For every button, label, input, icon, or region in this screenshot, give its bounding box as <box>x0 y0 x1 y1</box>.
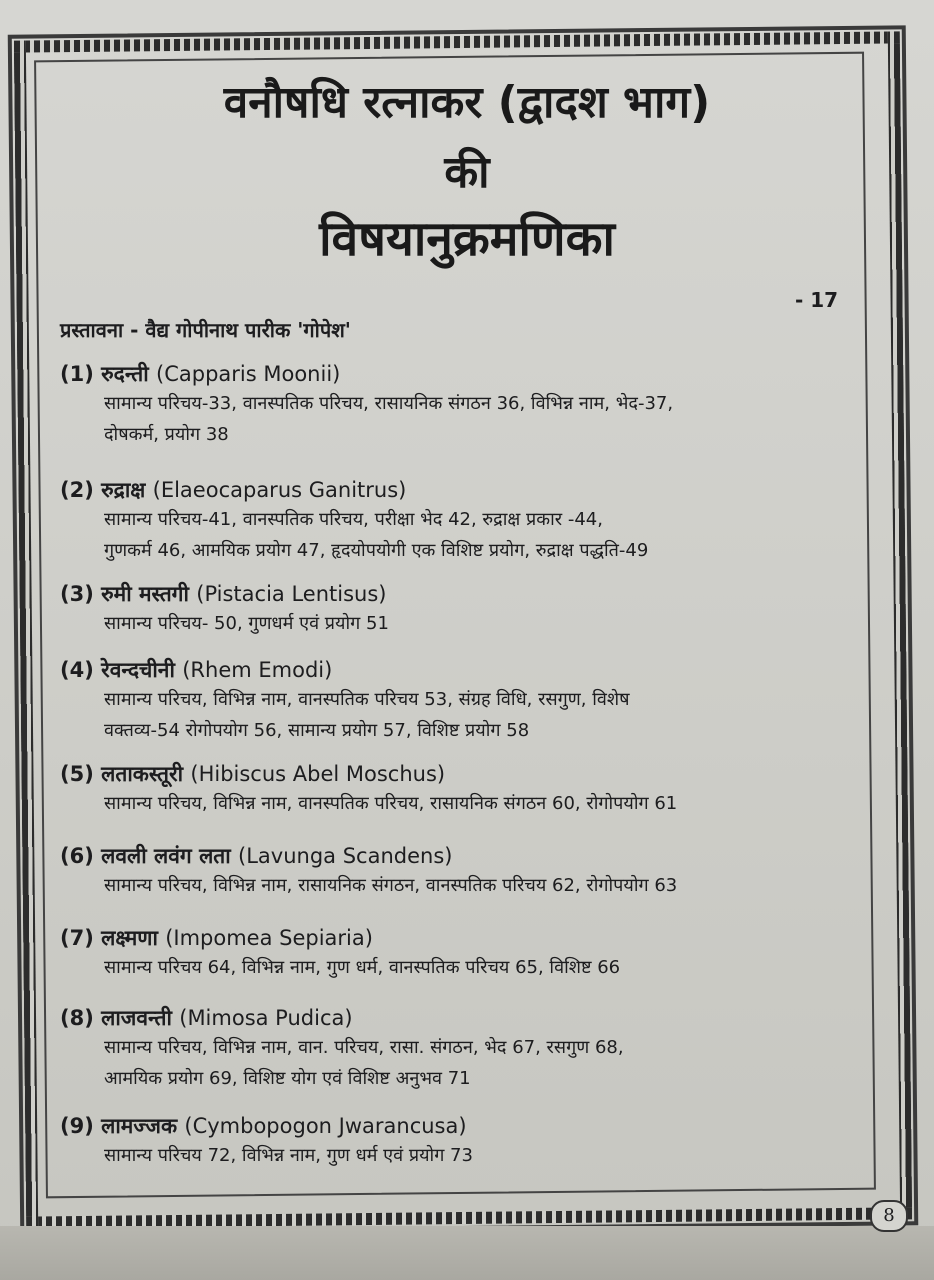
entry-heading: (7) लक्ष्मणा <box>60 926 158 950</box>
entry-latin: (Lavunga Scandens) <box>238 844 453 868</box>
entry-2 <box>60 476 880 566</box>
entry-line: सामान्य परिचय 72, विभिन्न नाम, गुण धर्म एवं प्रयोग 73 <box>104 1145 473 1166</box>
entry-heading: (5) लताकस्तूरी <box>60 762 184 786</box>
entry-heading: (4) रेवन्दचीनी <box>60 658 175 682</box>
entry-7 <box>60 924 880 983</box>
entry-line: आमयिक प्रयोग 69, विशिष्ट योग एवं विशिष्ट अनुभव 71 <box>104 1068 471 1089</box>
entry-4 <box>60 656 880 746</box>
entry-latin: (Mimosa Pudica) <box>179 1006 353 1030</box>
entry-8 <box>60 1004 880 1094</box>
entry-latin: (Rhem Emodi) <box>182 658 333 682</box>
entry-line: सामान्य परिचय, विभिन्न नाम, वानस्पतिक परिचय, रासायनिक संगठन 60, रोगोपयोग 61 <box>104 793 678 814</box>
entry-6 <box>60 842 880 901</box>
title-line-2: की <box>444 147 490 198</box>
entry-latin: (Elaeocaparus Ganitrus) <box>152 478 407 502</box>
entry-latin: (Pistacia Lentisus) <box>196 582 387 606</box>
entry-line: सामान्य परिचय- 50, गुणधर्म एवं प्रयोग 51 <box>104 613 389 634</box>
page-number: 8 <box>870 1200 908 1232</box>
entry-heading: (3) रुमी मस्तगी <box>60 582 189 606</box>
entry-line: सामान्य परिचय, विभिन्न नाम, वान. परिचय, रासा. संगठन, भेद 67, रसगुण 68, <box>104 1037 624 1058</box>
preface-page-ref: - 17 <box>795 288 839 312</box>
entry-heading: (8) लाजवन्ती <box>60 1006 172 1030</box>
entry-line: दोषकर्म, प्रयोग 38 <box>104 424 229 445</box>
title-line-3: विषयानुक्रमणिका <box>319 211 615 267</box>
entry-line: सामान्य परिचय-41, वानस्पतिक परिचय, परीक्षा भेद 42, रुद्राक्ष प्रकार -44, <box>104 509 603 530</box>
entry-line: सामान्य परिचय, विभिन्न नाम, वानस्पतिक परिचय 53, संग्रह विधि, रसगुण, विशेष <box>104 689 630 710</box>
entry-latin: (Cymbopogon Jwarancusa) <box>184 1114 467 1138</box>
entry-heading: (2) रुद्राक्ष <box>60 478 146 502</box>
entry-latin: (Capparis Moonii) <box>156 362 341 386</box>
entry-line: गुणकर्म 46, आमयिक प्रयोग 47, हृदयोपयोगी एक विशिष्ट प्रयोग, रुद्राक्ष पद्धति-49 <box>104 540 649 561</box>
entry-5 <box>60 760 880 819</box>
entry-line: वक्तव्य-54 रोगोपयोग 56, सामान्य प्रयोग 57, विशिष्ट प्रयोग 58 <box>104 720 530 741</box>
entry-heading: (1) रुदन्ती <box>60 362 149 386</box>
entry-line: सामान्य परिचय 64, विभिन्न नाम, गुण धर्म, वानस्पतिक परिचय 65, विशिष्ट 66 <box>104 957 621 978</box>
entry-line: सामान्य परिचय, विभिन्न नाम, रासायनिक संगठन, वानस्पतिक परिचय 62, रोगोपयोग 63 <box>104 875 678 896</box>
entry-1 <box>60 360 880 450</box>
entry-3 <box>60 580 880 639</box>
preface-line: प्रस्तावना - वैद्य गोपीनाथ पारीक 'गोपेश' <box>60 318 351 342</box>
entry-heading: (6) लवली लवंग लता <box>60 844 231 868</box>
entry-heading: (9) लामज्जक <box>60 1114 178 1138</box>
page-bottom-edge <box>0 1226 934 1280</box>
entry-9 <box>60 1112 880 1171</box>
title-line-1: वनौषधि रत्नाकर (द्वादश भाग) <box>223 77 711 128</box>
entry-line: सामान्य परिचय-33, वानस्पतिक परिचय, रासायनिक संगठन 36, विभिन्न नाम, भेद-37, <box>104 393 674 414</box>
entry-latin: (Hibiscus Abel Moschus) <box>190 762 446 786</box>
entry-latin: (Impomea Sepiaria) <box>165 926 373 950</box>
